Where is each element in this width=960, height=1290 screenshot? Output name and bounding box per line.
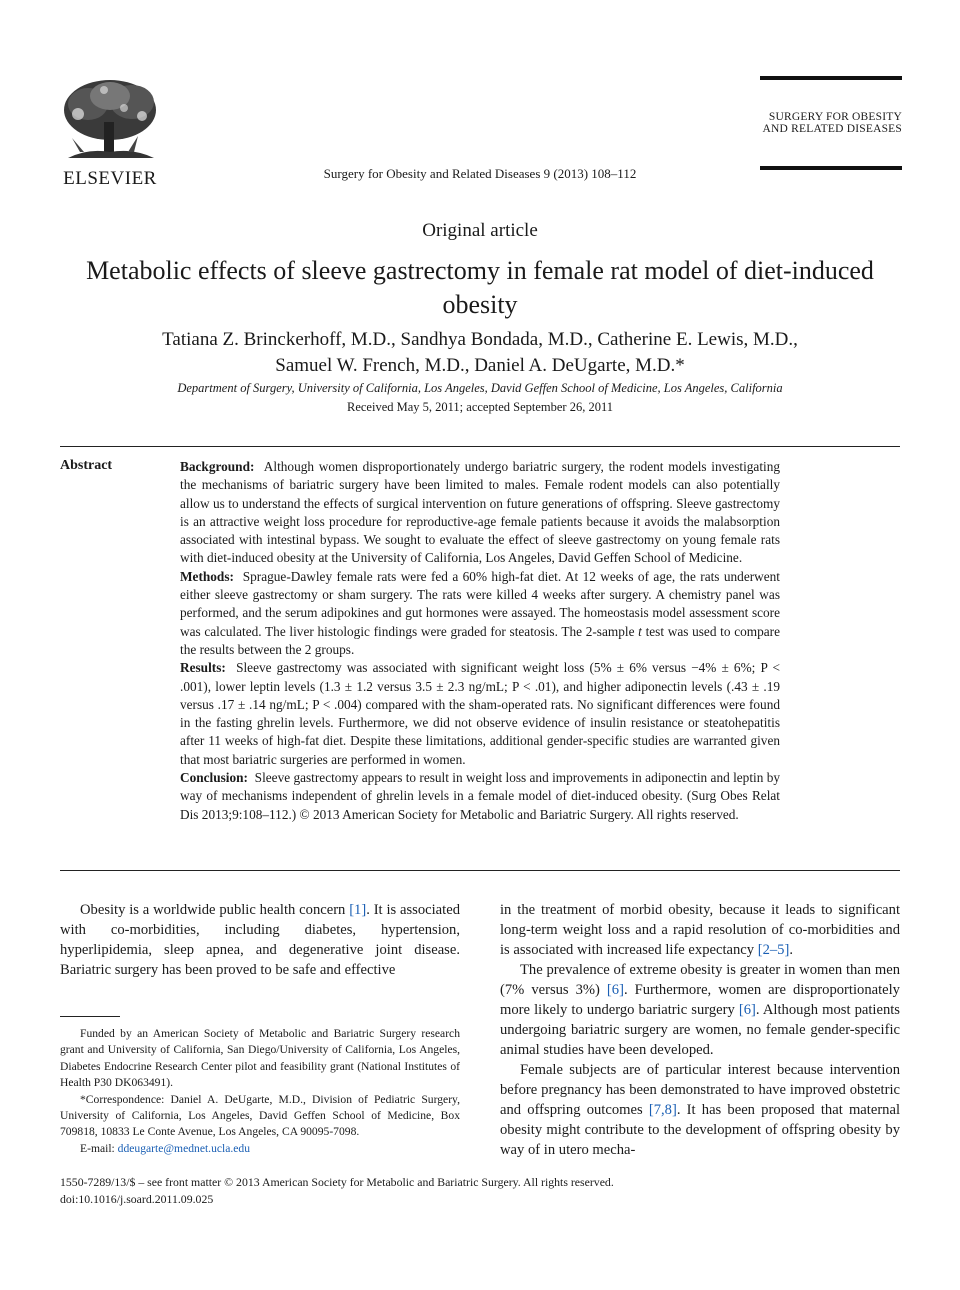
article-title: Metabolic effects of sleeve gastrectomy in female rat model of diet-induced obesity (86, 256, 874, 319)
email-link[interactable]: ddeugarte@mednet.ucla.edu (117, 1141, 251, 1155)
abstract-conclusion-heading: Conclusion: (180, 770, 248, 786)
copyright-footer (60, 1174, 614, 1208)
journal-brand (760, 76, 902, 170)
body-text: The prevalence of extreme obesity is greater in women than men (7% versus 3%) (500, 962, 900, 998)
abstract-bottom-rule (60, 870, 900, 871)
citation-link[interactable]: [2–5] (757, 942, 790, 958)
publisher-logo (58, 78, 162, 190)
received-dates: Received May 5, 2011; accepted September 26, 2011 (346, 400, 613, 414)
citation-link[interactable]: [6] (606, 982, 624, 998)
body-text: . It has been proposed that maternal obesity might contribute to the development of offspring obesity by way of in utero mecha- (500, 1102, 901, 1158)
body-text: . (789, 942, 793, 958)
citation-link[interactable]: [1] (349, 902, 367, 918)
elsevier-tree-icon (58, 78, 162, 164)
abstract-background-heading: Background: (180, 459, 255, 474)
abstract-methods-text-2: test was used to compare the results between the 2 groups. (180, 623, 780, 657)
body-column-left (60, 900, 460, 980)
abstract-body (180, 458, 780, 824)
abstract-methods-text: Sprague-Dawley female rats were fed a 60% high-fat diet. At 12 weeks of age, the rats underwent either sleeve gastrectomy or sham surgery. The rats were killed 4 weeks after surgery. A chemistry panel was performed, and the serum adipokines and gut hormones were assayed. The homeostasis model assessment score was calculated. The liver histologic findings were graded for steatosis. The 2-sample (180, 568, 780, 639)
brand-line-2: AND RELATED DISEASES (762, 123, 902, 135)
email-label: E-mail: (80, 1141, 118, 1155)
abstract-methods (180, 568, 780, 659)
abstract-methods-heading: Methods: (180, 568, 234, 584)
footnotes (60, 1026, 460, 1157)
body-text: in the treatment of morbid obesity, because it leads to significant long-term weight loss and a rapid resolution of co-morbidities and is associated with increased life expectancy (500, 902, 900, 958)
email-note (60, 1141, 460, 1157)
author-list (60, 327, 900, 379)
body-column-right (500, 900, 900, 1160)
body-text: . Furthermore, women are disproportionately more likely to undergo bariatric surgery (500, 982, 900, 1018)
abstract-results-heading: Results: (180, 660, 226, 676)
abstract-results-text: Sleeve gastrectomy was associated with significant weight loss (5% ± 6% versus −4% ± 6%; P < .001), lower leptin levels (1.3 ± 1.2 versus 3.5 ± 2.3 ng/mL; P < .01), and higher adiponectin levels (.43 ± .19 versus .17 ± .14 ng/mL; P < .004) compared with the sham-operated rats. No significant differences were found in the fasting ghrelin levels. Furthermore, we did not observe evidence of insulin resistance or steatohepatitis after 11 weeks of high-fat diet. Despite these limitations, additional gender-specific studies are warranted given that most bariatric surgeries are performed in women. (180, 660, 780, 767)
article-type: Original article (422, 220, 538, 241)
abstract-background (180, 458, 780, 568)
body-text: Female subjects are of particular interest because intervention before pregnancy has been demonstrated to have improved obstetric and offspring outcomes (500, 1062, 900, 1118)
abstract-background-text: Although women disproportionately undergo bariatric surgery, the rodent models investigating the mechanisms of bariatric surgery have been limited to males. Female rodent models can also potentially allow us to understand the effects of surgical intervention on future generations of offspring. Sleeve gastrectomy is an attractive weight loss procedure for reproductive-age female patients because it avoids the malabsorption associated with intestinal bypass. We sought to evaluate the effect of sleeve gastrectomy on young female rats with diet-induced obesity at the University of California, Los Angeles, David Geffen School of Medicine. (180, 459, 780, 566)
abstract-top-rule (60, 446, 900, 447)
funding-note: Funded by an American Society of Metabolic and Bariatric Surgery research grant and University of California, San Diego/University of California, Los Angeles, Diabetes Endocrine Research Center pilot and feasibility grant (National Institutes of Health P30 DK063491). (60, 1027, 460, 1090)
body-paragraph (60, 900, 460, 980)
affiliation: Department of Surgery, University of California, Los Angeles, David Geffen School of Medicine, Los Angeles, California (177, 381, 783, 395)
abstract-methods-t: t (638, 623, 642, 639)
abstract-results (180, 659, 780, 769)
brand-top-bar (760, 76, 902, 80)
doi-line: doi:10.1016/j.soard.2011.09.025 (60, 1192, 214, 1206)
brand-bottom-bar (760, 166, 902, 170)
publisher-name: ELSEVIER (63, 168, 157, 189)
journal-brand-title (760, 111, 902, 135)
correspondence-note: *Correspondence: Daniel A. DeUgarte, M.D., Division of Pediatric Surgery, University of California, Los Angeles, David Geffen School of Medicine, Box 709818, 10833 Le Conte Avenue, Los Angeles, CA 90095-7098. (60, 1092, 460, 1139)
body-text: Obesity is a worldwide public health concern (80, 902, 350, 918)
authors-line-1: Tatiana Z. Brinckerhoff, M.D., Sandhya Bondada, M.D., Catherine E. Lewis, M.D., (162, 329, 798, 350)
abstract-conclusion-text: Sleeve gastrectomy appears to result in weight loss and improvements in adiponectin and leptin by way of mechanisms independent of ghrelin levels in a female model of diet-induced obesity. (Surg Obes Relat Dis 2013;9:108–112.) © 2013 American Society for Metabolic and Bariatric Surgery. All rights reserved. (180, 770, 780, 822)
body-paragraph (500, 1060, 900, 1160)
journal-citation: Surgery for Obesity and Related Diseases 9 (2013) 108–112 (323, 166, 637, 181)
abstract-label: Abstract (60, 458, 113, 473)
footnote-rule (60, 1016, 120, 1017)
authors-line-2: Samuel W. French, M.D., Daniel A. DeUgarte, M.D.* (275, 355, 685, 376)
citation-link[interactable]: [6] (738, 1002, 756, 1018)
citation-link[interactable]: [7,8] (648, 1102, 677, 1118)
body-paragraph (500, 900, 900, 960)
abstract-conclusion (180, 769, 780, 824)
body-text: . Although most patients undergoing bariatric surgery are women, no female gender-specific animal studies have been developed. (500, 1002, 900, 1058)
body-text: . It is associated with co-morbidities, including diabetes, hypertension, hyperlipidemia, sleep apnea, and degenerative joint disease. Bariatric surgery has been proved to be safe and effective (60, 902, 460, 978)
brand-line-1: SURGERY FOR OBESITY (768, 111, 902, 123)
issn-line: 1550-7289/13/$ – see front matter © 2013 American Society for Metabolic and Bariatric Surgery. All rights reserved. (60, 1175, 614, 1189)
body-paragraph (500, 960, 900, 1060)
